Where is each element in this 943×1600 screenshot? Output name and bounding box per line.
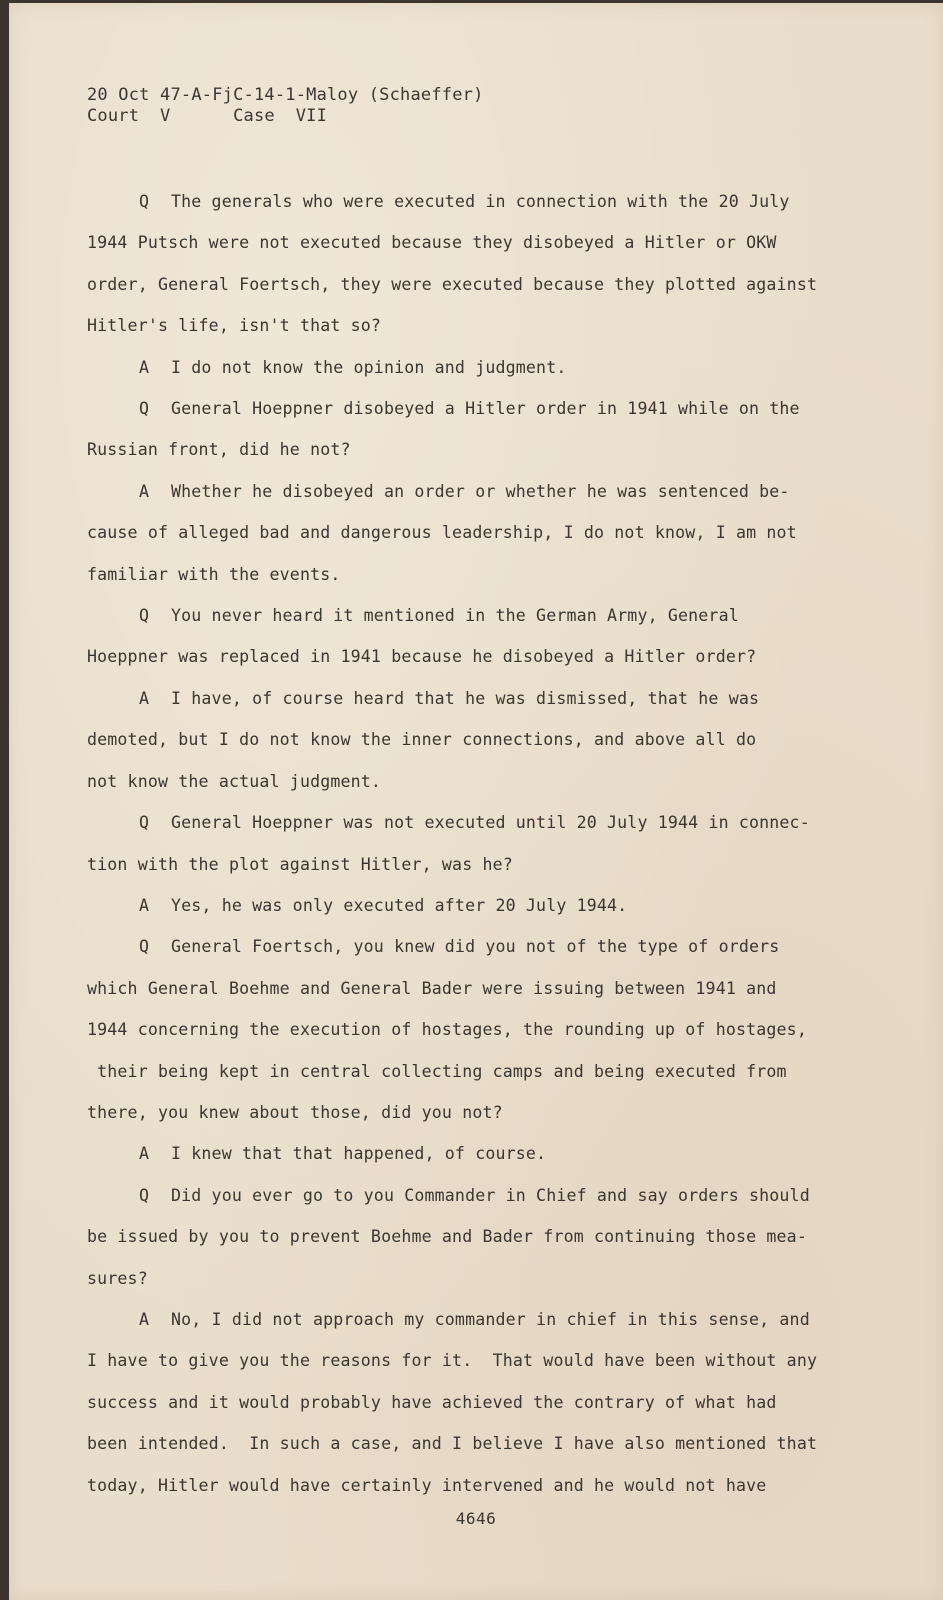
transcript-line [87,1051,857,1092]
line-text: The generals who were executed in connection with the 20 July [171,192,790,211]
transcript-line [87,264,857,305]
question-marker: Q [139,606,150,626]
transcript-line [87,1382,857,1423]
answer-marker: A [139,1309,150,1329]
question-marker: Q [139,1185,150,1205]
transcript-line [87,1092,857,1133]
line-text: Whether he disobeyed an order or whether he was sentenced be- [171,481,790,501]
question-marker: Q [139,937,150,957]
answer-paragraph [87,471,857,595]
answer-marker: A [139,895,150,915]
line-text: You never heard it mentioned in the German Army, General [171,606,739,626]
line-text: Hitler's life, isn't that so? [87,316,382,336]
transcript-line [87,1216,857,1257]
line-text: been intended. In such a case, and I believe I have also mentioned that [87,1434,818,1454]
line-text: 1944 concerning the execution of hostages, the rounding up of hostages, [87,1020,807,1040]
question-marker: Q [139,399,150,419]
transcript-line [87,222,857,263]
transcript-line [87,678,857,719]
answer-paragraph [87,885,857,926]
line-text: I have to give you the reasons for it. That would have been without any [87,1351,818,1371]
line-text: today, Hitler would have certainly intervened and he would not have [87,1475,767,1495]
header-court-case-line: Court V Case VII [87,106,328,126]
transcript-page [9,3,943,1600]
line-text: I knew that that happened, of course. [171,1144,547,1164]
transcript-line [87,1423,857,1464]
answer-paragraph [87,1133,857,1174]
question-paragraph [87,1175,857,1299]
line-text: Yes, he was only executed after 20 July 1944. [171,895,628,915]
answer-paragraph [87,1299,857,1506]
transcript-line [87,1299,857,1340]
line-text: General Hoeppner disobeyed a Hitler order in 1941 while on the [171,399,800,419]
line-text: No, I did not approach my commander in chief in this sense, and [171,1309,810,1329]
question-paragraph [87,926,857,1133]
transcript-line [87,802,857,843]
line-text: their being kept in central collecting camps and being executed from [87,1061,787,1081]
line-text: success and it would probably have achieved the contrary of what had [87,1392,777,1412]
line-text: General Hoeppner was not executed until 20 July 1944 in connec- [171,813,810,833]
answer-marker: A [139,357,150,377]
line-text: I do not know the opinion and judgment. [171,357,567,377]
transcript-line [87,761,857,802]
line-text: Hoeppner was replaced in 1941 because he disobeyed a Hitler order? [87,647,757,667]
question-marker: Q [139,192,150,211]
transcript-line [87,347,857,388]
transcript-line [87,926,857,967]
line-text: sures? [87,1268,148,1288]
transcript-line [87,512,857,553]
line-text: General Foertsch, you knew did you not of the type of orders [171,937,780,957]
transcript-line [87,554,857,595]
transcript-line [87,1465,857,1506]
question-paragraph [87,802,857,885]
line-text: which General Boehme and General Bader were issuing between 1941 and [87,978,777,998]
answer-paragraph [87,678,857,802]
transcript-line [87,968,857,1009]
answer-marker: A [139,688,150,708]
transcript-line [87,1258,857,1299]
answer-marker: A [139,1144,150,1164]
line-text: Did you ever go to you Commander in Chief and say orders should [171,1185,810,1205]
question-paragraph [87,388,857,471]
line-text: 1944 Putsch were not executed because they disobeyed a Hitler or OKW [87,233,777,253]
transcript-line [87,1133,857,1174]
transcript-line [87,305,857,346]
transcript-line [87,471,857,512]
transcript-line [87,429,857,470]
transcript-line [87,844,857,885]
transcript-line [87,388,857,429]
question-paragraph [87,595,857,678]
page-number: 4646 [455,1509,497,1528]
question-marker: Q [139,813,150,833]
transcript-line [87,1009,857,1050]
transcript-body [87,181,857,1506]
line-text: tion with the plot against Hitler, was he? [87,854,513,874]
line-text: there, you knew about those, did you not? [87,1102,503,1122]
line-text: cause of alleged bad and dangerous leadership, I do not know, I am not [87,523,797,543]
line-text: demoted, but I do not know the inner connections, and above all do [87,730,757,750]
transcript-line [87,719,857,760]
line-text: order, General Foertsch, they were executed because they plotted against [87,274,818,294]
transcript-line [87,885,857,926]
line-text: familiar with the events. [87,564,341,584]
transcript-line [87,181,857,222]
line-text: I have, of course heard that he was dismissed, that he was [171,688,760,708]
line-text: Russian front, did he not? [87,440,351,460]
line-text: not know the actual judgment. [87,771,382,791]
question-paragraph [87,181,857,347]
transcript-line [87,595,857,636]
transcript-line [87,1175,857,1216]
line-text: be issued by you to prevent Boehme and Bader from continuing those mea- [87,1227,807,1247]
transcript-line [87,1340,857,1381]
answer-paragraph [87,347,857,388]
transcript-line [87,636,857,677]
header-reference-line: 20 Oct 47-A-FjC-14-1-Maloy (Schaeffer) [87,85,484,105]
answer-marker: A [139,481,150,501]
document-header [87,85,484,127]
